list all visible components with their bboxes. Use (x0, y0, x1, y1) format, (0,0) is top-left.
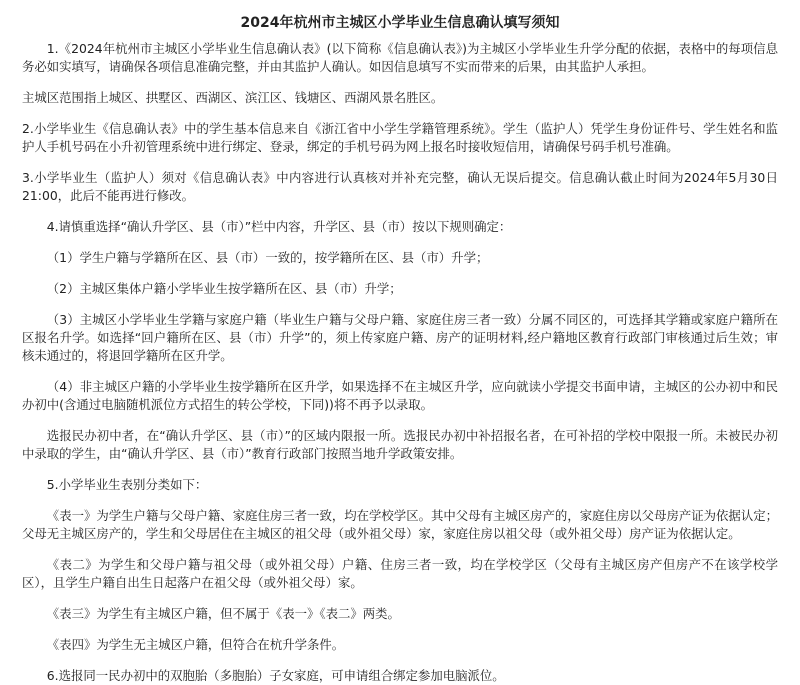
paragraph-5: 5.小学毕业生表别分类如下： (46, 477, 208, 492)
paragraph-1: 1.《2024年杭州市主城区小学毕业生信息确认表》(以下简称《信息确认表》)为主城区小学毕业生升学分配的依据，表格中的每项信息务必如实填写，请确保各项信息准确完整，并由其监护人确认。如因信息填写不实而带来的后果，由其监护人承担。 (22, 41, 778, 74)
rule-4-2: （2）主城区集体户籍小学毕业生按学籍所在区、县（市）升学； (46, 281, 402, 296)
table-4-definition: 《表四》为学生无主城区户籍，但符合在杭升学条件。 (46, 637, 345, 652)
paragraph-3: 3.小学毕业生（监护人）须对《信息确认表》中内容进行认真核对并补充完整，确认无误后提交。信息确认截止时间为2024年5月30日21:00，此后不能再进行修改。 (22, 170, 778, 203)
table-1-definition: 《表一》为学生户籍与父母户籍、家庭住房三者一致，均在学校学区。其中父母有主城区房产的，家庭住房以父母房产证为依据认定；父母无主城区房产的，学生和父母居住在主城区的祖父母（或外祖父母）家，家庭住房以祖父母（或外祖父母）房产证为依据认定。 (22, 508, 778, 541)
paragraph-2: 2.小学毕业生《信息确认表》中的学生基本信息来自《浙江省中小学生学籍管理系统》。学生（监护人）凭学生身份证件号、学生姓名和监护人手机号码在小升初管理系统中进行绑定、登录，绑定的手机号码为网上报名时接收短信用，请确保号码手机号准确。 (22, 121, 778, 154)
paragraph-4: 4.请慎重选择“确认升学区、县（市）”栏中内容，升学区、县（市）按以下规则确定： (46, 219, 512, 234)
table-2-definition: 《表二》为学生和父母户籍与祖父母（或外祖父母）户籍、住房三者一致，均在学校学区（父母有主城区房产但房产不在该学校学区），且学生户籍自出生日起落户在祖父母（或外祖父母）家。 (22, 557, 778, 590)
document-title: 2024年杭州市主城区小学毕业生信息确认填写须知 (240, 15, 560, 31)
paragraph-6: 6.选报同一民办初中的双胞胎（多胞胎）子女家庭，可申请组合绑定参加电脑派位。 (46, 668, 505, 683)
rule-4-3: （3）主城区小学毕业生学籍与家庭户籍（毕业生户籍与父母户籍、家庭住房三者一致）分属不同区的，可选择其学籍或家庭户籍所在区报名升学。如选择“回户籍所在区、县（市）升学”的，须上传家庭户籍、房产的证明材料,经户籍地区教育行政部门审核通过后生效；审核未通过的，将退回学籍所在区升学。 (22, 312, 778, 363)
paragraph-private-school: 选报民办初中者，在“确认升学区、县（市）”的区域内限报一所。选报民办初中补招报名者，在可补招的学校中限报一所。未被民办初中录取的学生，由“确认升学区、县（市）”教育行政部门按照当地升学政策安排。 (22, 428, 778, 461)
table-3-definition: 《表三》为学生有主城区户籍，但不属于《表一》《表二》两类。 (46, 606, 400, 621)
rule-4-4: （4）非主城区户籍的小学毕业生按学籍所在区升学，如果选择不在主城区升学，应向就读小学提交书面申请，主城区的公办初中和民办初中(含通过电脑随机派位方式招生的转公学校，下同))将不再予以录取。 (22, 379, 778, 412)
paragraph-district-scope: 主城区范围指上城区、拱墅区、西湖区、滨江区、钱塘区、西湖风景名胜区。 (22, 90, 444, 105)
rule-4-1: （1）学生户籍与学籍所在区、县（市）一致的，按学籍所在区、县（市）升学； (46, 250, 489, 265)
